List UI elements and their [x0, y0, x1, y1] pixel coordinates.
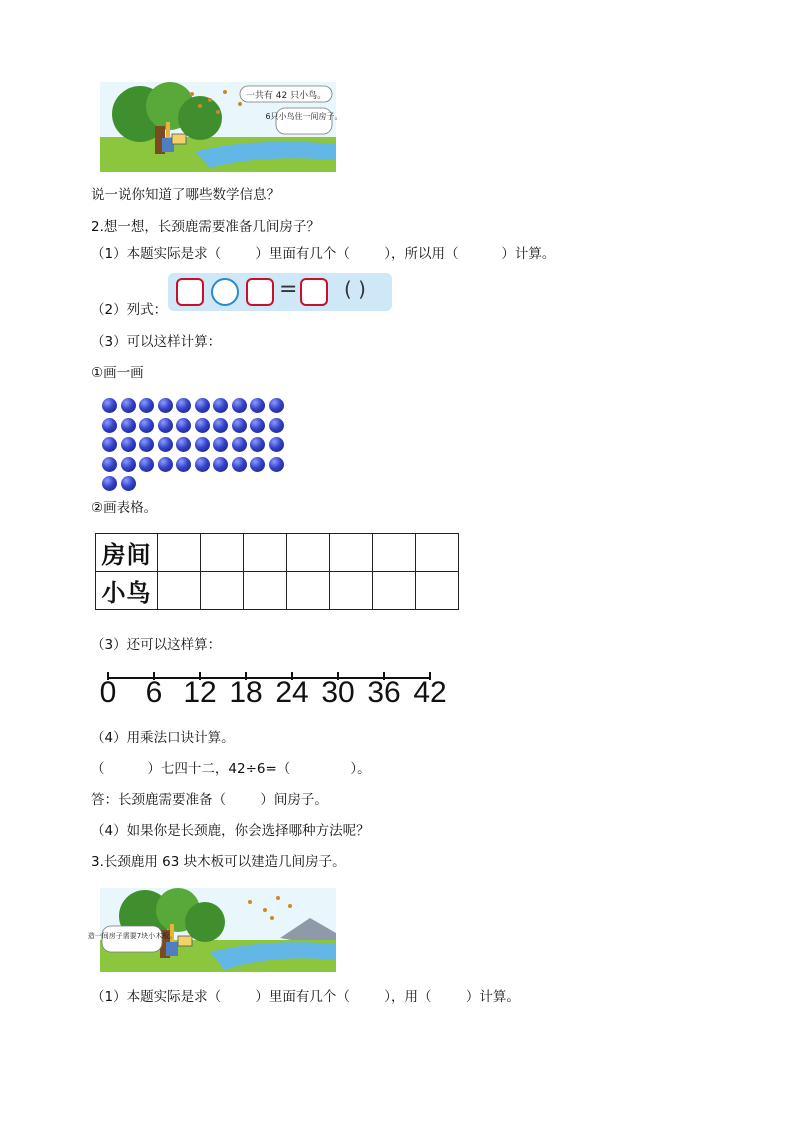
number-line-label: 30 [321, 676, 355, 709]
bird-dot [213, 398, 228, 413]
bubble-text-3 [88, 931, 176, 940]
equation-operator-blank[interactable] [211, 278, 239, 306]
bird-dot [121, 418, 136, 433]
bird-dot [250, 457, 265, 472]
table-cell[interactable] [330, 572, 373, 610]
bird-dot [176, 457, 191, 472]
table-cell[interactable] [287, 534, 330, 572]
bird-dot [121, 476, 136, 491]
table-row-header-rooms: 房间 [96, 534, 158, 572]
table-cell[interactable] [158, 572, 201, 610]
number-line-label: 18 [229, 676, 263, 709]
bird-dot [232, 437, 247, 452]
bird-dot [195, 457, 210, 472]
bubble-text-1: 一共有 42 只小鸟。 [245, 91, 327, 101]
bird-dot [121, 398, 136, 413]
multiplication-fill: （ ）七四十二，42÷6=（ ）。 [91, 761, 371, 777]
question-3-part-1: （1）本题实际是求（ ）里面有几个（ ），用（ ）计算。 [91, 989, 520, 1005]
bubble-text-3-line: 造一间房子需要7块小木板。 [87, 932, 177, 940]
equation-frame [168, 273, 392, 311]
table-cell[interactable] [244, 534, 287, 572]
bird-dot [269, 398, 284, 413]
bird-dot [176, 398, 191, 413]
bird-dot [213, 418, 228, 433]
bird-dot [121, 437, 136, 452]
bird-dot [269, 418, 284, 433]
bird-dot [102, 418, 117, 433]
bird-dot [195, 437, 210, 452]
question-2-part-1: （1）本题实际是求（ ）里面有几个（ ），所以用（ ）计算。 [91, 246, 556, 262]
number-line-label: 24 [275, 676, 309, 709]
illustration-giraffe-boards [87, 888, 336, 972]
bird-dot [176, 418, 191, 433]
bird-dot [139, 398, 154, 413]
question-2-part-3: （3）可以这样计算： [91, 334, 222, 350]
question-2-title: 2.想一想，长颈鹿需要准备几间房子？ [91, 219, 320, 235]
equation-label: （2）列式： [91, 302, 168, 318]
bird-dot [250, 437, 265, 452]
number-line-label: 42 [413, 676, 447, 709]
bird-dot [139, 418, 154, 433]
illustration-birds-and-giraffe [100, 82, 343, 172]
table-cell[interactable] [330, 534, 373, 572]
bird-dot [139, 437, 154, 452]
bird-dot [102, 398, 117, 413]
bird-dot [232, 418, 247, 433]
bird-dot [269, 457, 284, 472]
answer-line: 答：长颈鹿需要准备（ ）间房子。 [91, 792, 328, 808]
number-line-label: 12 [183, 676, 217, 709]
table-cell[interactable] [244, 572, 287, 610]
bird-dot [158, 398, 173, 413]
bird-dot [213, 437, 228, 452]
bird-dot [250, 418, 265, 433]
draw-label: ①画一画 [91, 365, 144, 381]
table-cell[interactable] [416, 572, 459, 610]
bird-dot [232, 457, 247, 472]
question-intro: 说一说你知道了哪些数学信息？ [91, 187, 280, 203]
number-line-label: 36 [367, 676, 401, 709]
table-cell[interactable] [287, 572, 330, 610]
table-cell[interactable] [201, 572, 244, 610]
bird-dot [158, 457, 173, 472]
table-cell[interactable] [201, 534, 244, 572]
bird-dot [121, 457, 136, 472]
number-line [100, 668, 460, 718]
bird-dot [158, 418, 173, 433]
bird-dot [232, 398, 247, 413]
question-2-part-4b: （4）如果你是长颈鹿，你会选择哪种方法呢？ [91, 823, 370, 839]
fill-table [95, 533, 459, 610]
bird-dot [102, 457, 117, 472]
question-2-part-3b: （3）还可以这样算： [91, 637, 222, 653]
table-row [96, 572, 459, 610]
bird-dot [102, 476, 117, 491]
table-cell[interactable] [373, 572, 416, 610]
bird-dot [176, 437, 191, 452]
bubble-text-2-line: 6只小鸟住一间房子。 [265, 112, 343, 121]
equation-blank-2[interactable] [246, 278, 274, 306]
bird-dot [102, 437, 117, 452]
table-cell[interactable] [158, 534, 201, 572]
bubble-text-2 [265, 111, 342, 121]
bird-dot [250, 398, 265, 413]
unit-parentheses: ( ) [344, 277, 366, 301]
equals-sign: = [279, 277, 298, 302]
number-line-label: 6 [145, 676, 163, 709]
number-line-label: 0 [99, 676, 117, 709]
table-cell[interactable] [416, 534, 459, 572]
bird-dot [213, 457, 228, 472]
bird-dot [195, 418, 210, 433]
table-cell[interactable] [373, 534, 416, 572]
table-row [96, 534, 459, 572]
equation-result-blank[interactable] [300, 278, 328, 306]
bird-dot [195, 398, 210, 413]
equation-blank-1[interactable] [176, 278, 204, 306]
bird-dot [139, 457, 154, 472]
table-label: ②画表格。 [91, 500, 158, 516]
question-2-part-4: （4）用乘法口诀计算。 [91, 730, 235, 746]
bird-dot [269, 437, 284, 452]
table-row-header-birds: 小鸟 [96, 572, 158, 610]
bird-dot [158, 437, 173, 452]
question-3-title: 3.长颈鹿用 63 块木板可以建造几间房子。 [91, 854, 346, 870]
